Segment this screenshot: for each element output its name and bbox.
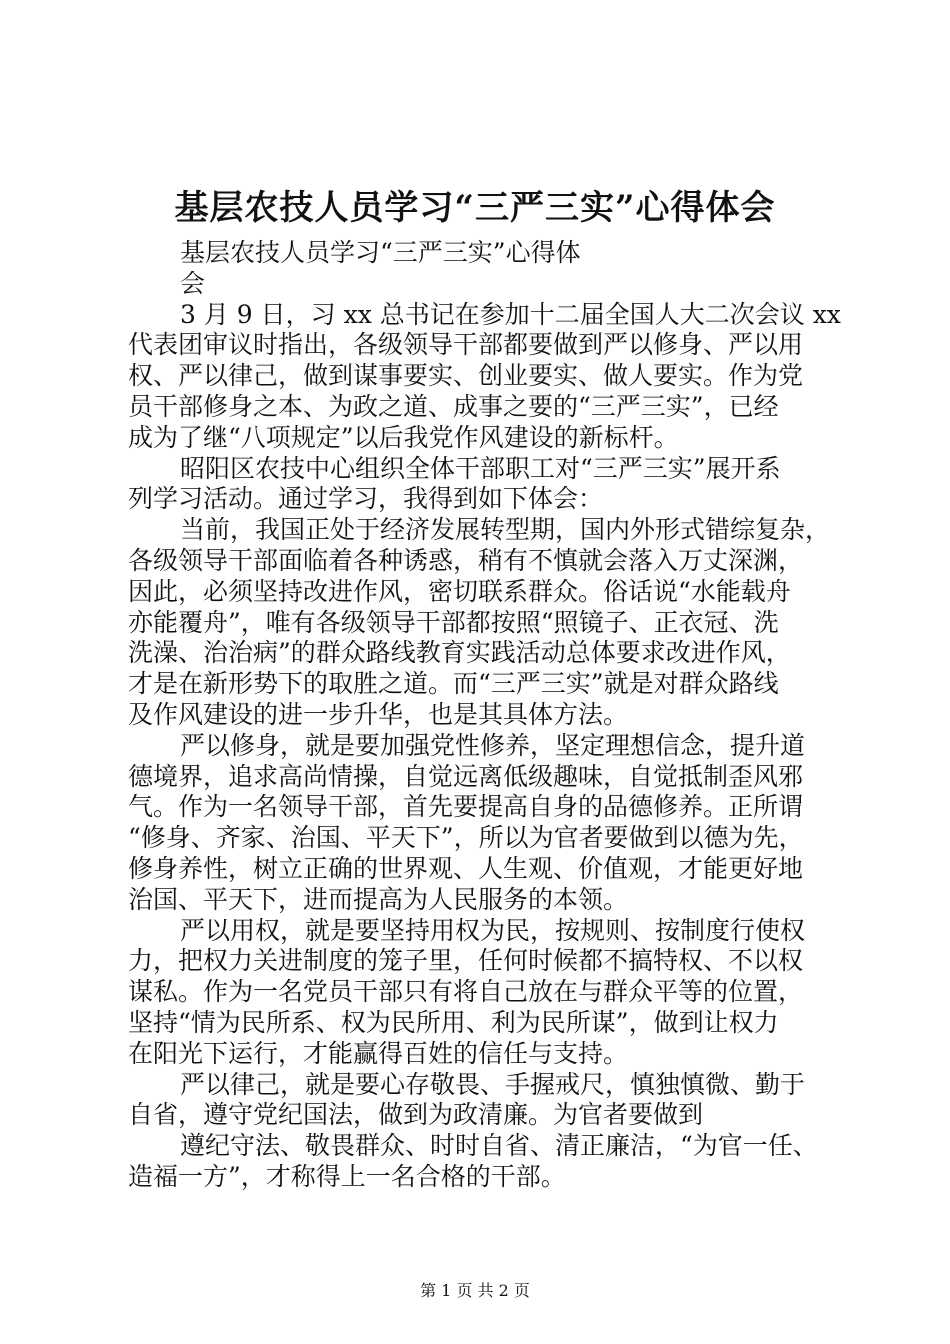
- body-text-line: 在阳光下运行，才能赢得百姓的信任与支持。: [128, 1038, 629, 1068]
- body-text-line: “修身、齐家、治国、平天下”，所以为官者要做到以德为先，: [128, 823, 804, 853]
- body-text-line: 坚持“情为民所系、权为民所用、利为民所谋”，做到让权力: [128, 1007, 779, 1037]
- body-text-line: 严以修身，就是要加强党性修养，坚定理想信念，提升道: [180, 730, 806, 760]
- body-text-line: 成为了继“八项规定”以后我党作风建设的新标杆。: [128, 422, 679, 452]
- body-text-line: 力，把权力关进制度的笼子里，任何时候都不搞特权、不以权: [128, 946, 804, 976]
- body-text-line: 列学习活动。通过学习，我得到如下体会：: [128, 484, 604, 514]
- body-text-line: 权、严以律己，做到谋事要实、创业要实、做人要实。作为党: [128, 361, 804, 391]
- page-footer: 第 1 页 共 2 页: [420, 1281, 530, 1300]
- body-text-line: 严以律己，就是要心存敬畏、手握戒尺，慎独慎微、勤于: [180, 1069, 806, 1099]
- body-text-line: 治国、平天下，进而提高为人民服务的本领。: [128, 884, 629, 914]
- body-text-line: 自省，遵守党纪国法，做到为政清廉。为官者要做到: [128, 1100, 704, 1130]
- body-text-line: 严以用权，就是要坚持用权为民，按规则、按制度行使权: [180, 915, 806, 945]
- body-text-line: 造福一方”，才称得上一名合格的干部。: [128, 1161, 566, 1191]
- body-text-line: 员干部修身之本、为政之道、成事之要的“三严三实”，已经: [128, 391, 779, 421]
- body-text-line: 昭阳区农技中心组织全体干部职工对“三严三实”展开系: [180, 453, 781, 483]
- body-text-line: 当前，我国正处于经济发展转型期，国内外形式错综复杂，: [180, 515, 831, 545]
- body-text-line: 基层农技人员学习“三严三实”心得体: [180, 238, 581, 267]
- body-text-line: 气。作为一名领导干部，首先要提高自身的品德修养。正所谓: [128, 792, 804, 822]
- body-text-line: 修身养性，树立正确的世界观、人生观、价值观，才能更好地: [128, 853, 804, 883]
- body-text-line: 及作风建设的进一步升华，也是其具体方法。: [128, 699, 629, 729]
- document-body: [128, 238, 840, 1193]
- body-text-line: 洗澡、治治病”的群众路线教育实践活动总体要求改进作风，: [128, 638, 791, 668]
- body-text-line: 代表团审议时指出，各级领导干部都要做到严以修身、严以用: [128, 330, 804, 360]
- body-text-line: 各级领导干部面临着各种诱惑，稍有不慎就会落入万丈深渊，: [128, 545, 804, 575]
- body-text-line: 才是在新形势下的取胜之道。而“三严三实”就是对群众路线: [128, 669, 779, 699]
- body-text-line: 因此，必须坚持改进作风，密切联系群众。俗话说“水能载舟: [128, 576, 791, 606]
- body-text-line: 德境界，追求高尚情操，自觉远离低级趣味，自觉抵制歪风邪: [128, 761, 804, 791]
- body-text-line: 3 月 9 日，习 xx 总书记在参加十二届全国人大二次会议 xx: [180, 299, 841, 329]
- body-text-line: 会: [180, 268, 206, 298]
- body-text-line: 遵纪守法、敬畏群众、时时自省、清正廉洁，“为官一任、: [180, 1131, 818, 1161]
- body-text-line: 亦能覆舟”，唯有各级领导干部都按照“照镜子、正衣冠、洗: [128, 607, 779, 637]
- body-text-line: 谋私。作为一名党员干部只有将自己放在与群众平等的位置，: [128, 977, 804, 1007]
- document-title: 基层农技人员学习“三严三实”心得体会: [174, 188, 776, 228]
